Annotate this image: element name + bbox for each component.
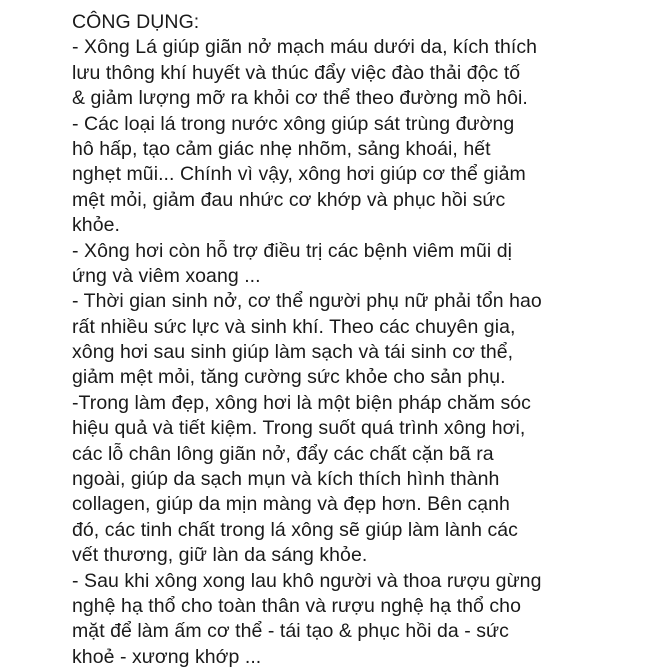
text-line: - Xông Lá giúp giãn nở mạch máu dưới da, kích thích	[72, 36, 538, 59]
text-line: vết thương, giữ làn da sáng khỏe.	[72, 544, 368, 567]
text-line: xông hơi sau sinh giúp làm sạch và tái sinh cơ thể,	[72, 341, 514, 364]
text-line: -Trong làm đẹp, xông hơi là một biện pháp chăm sóc	[72, 391, 531, 414]
text-line: - Các loại lá trong nước xông giúp sát trùng đường	[72, 112, 515, 135]
text-line: - Sau khi xông xong lau khô người và thoa rượu gừng	[72, 569, 542, 592]
text-line: nghệ hạ thổ cho toàn thân và rượu nghệ hạ thổ cho	[72, 594, 521, 617]
text-line: đó, các tinh chất trong lá xông sẽ giúp làm lành các	[72, 518, 518, 541]
text-line: giảm mệt mỏi, tăng cường sức khỏe cho sản phụ.	[72, 366, 506, 389]
text-line: & giảm lượng mỡ ra khỏi cơ thể theo đường mồ hôi.	[72, 87, 528, 110]
text-line: các lỗ chân lông giãn nở, đẩy các chất cặn bã ra	[72, 442, 494, 465]
heading-cong-dung: CÔNG DỤNG:	[72, 11, 200, 33]
text-line: hiệu quả và tiết kiệm. Trong suốt quá trình xông hơi,	[72, 417, 526, 440]
text-line: khoẻ - xương khớp ...	[72, 645, 262, 668]
text-line: rất nhiều sức lực và sinh khí. Theo các chuyên gia,	[72, 315, 516, 338]
document-text	[72, 10, 642, 670]
text-line: ngoài, giúp da sạch mụn và kích thích hình thành	[72, 468, 500, 491]
text-line: - Xông hơi còn hỗ trợ điều trị các bệnh viêm mũi dị	[72, 239, 512, 262]
text-line: mặt để làm ấm cơ thể - tái tạo & phục hồi da - sức	[72, 620, 509, 643]
text-line: - Thời gian sinh nở, cơ thể người phụ nữ phải tổn hao	[72, 290, 542, 313]
text-line: nghẹt mũi... Chính vì vậy, xông hơi giúp cơ thể giảm	[72, 163, 526, 186]
text-line: collagen, giúp da mịn màng và đẹp hơn. Bên cạnh	[72, 493, 510, 516]
text-line: ứng và viêm xoang ...	[72, 264, 261, 287]
text-line: mệt mỏi, giảm đau nhức cơ khớp và phục hồi sức	[72, 188, 506, 211]
text-line: lưu thông khí huyết và thúc đẩy việc đào thải độc tố	[72, 61, 521, 84]
text-line: khỏe.	[72, 214, 120, 237]
text-line: hô hấp, tạo cảm giác nhẹ nhõm, sảng khoái, hết	[72, 137, 491, 160]
